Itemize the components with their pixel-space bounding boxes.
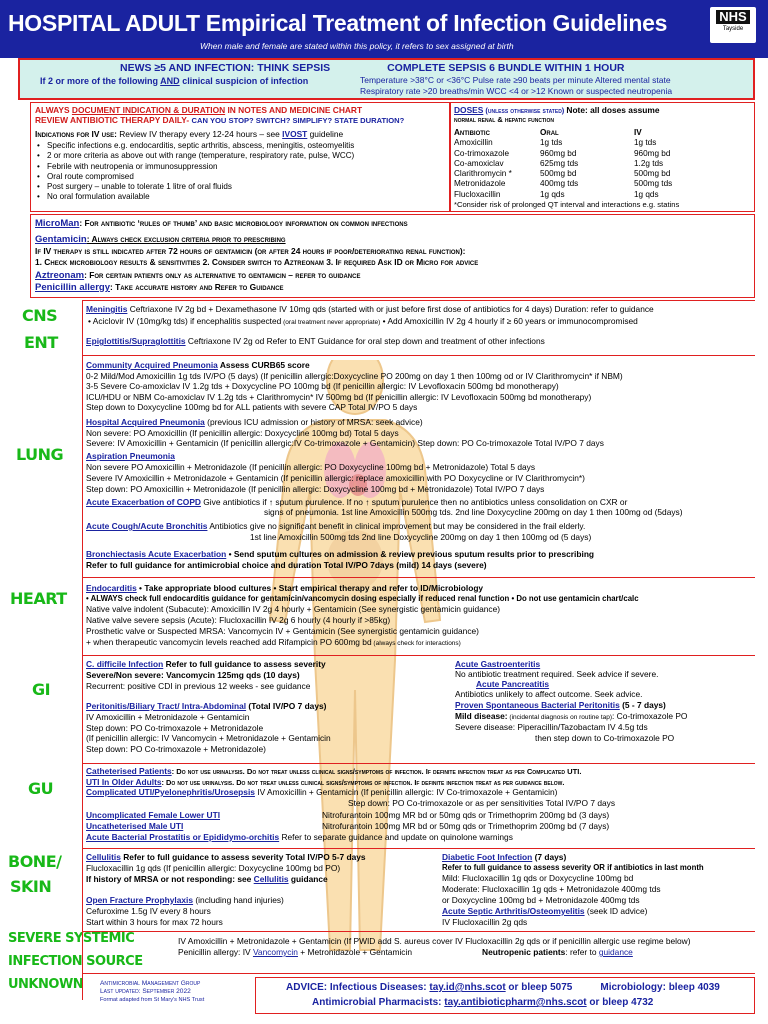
diabetic-foot-text: (7 days): [532, 852, 567, 862]
cellulitis-text: Refer to full guidance to assess severity Total IV/PO 5-7 days: [120, 852, 366, 862]
table-row: [454, 138, 678, 148]
iv-tail: guideline: [307, 129, 344, 139]
cellulitis-guidance: guidance: [288, 874, 328, 884]
gentamicin-link[interactable]: Gentamicin: [35, 234, 87, 245]
neutropenic-text: : refer to: [565, 947, 599, 957]
section-lung: LUNG: [16, 445, 64, 464]
sepsis-bundle: COMPLETE SEPSIS 6 BUNDLE WITHIN 1 HOUR: [387, 62, 625, 74]
bronch-line-2: Refer to full guidance for antimicrobial choice and duration Total IV/PO 7days (mild) 14 days (severe): [86, 560, 487, 570]
list-item: • Specific infections e.g. endocarditis, septic arthritis, abscess, meningitis, osteomyelitis: [33, 141, 354, 151]
sepsis-headline: [120, 62, 625, 74]
ivost-link[interactable]: IVOST: [282, 129, 308, 139]
meningitis-link[interactable]: Meningitis: [86, 304, 128, 314]
sbp-severe: Severe disease: Piperacillin/Tazobactam IV 4.5g tds: [455, 722, 648, 732]
penicillin-allergy-link[interactable]: Penicillin allergy: [35, 282, 110, 293]
table-row: [454, 190, 678, 200]
neutropenic-label: Neutropenic patients: [482, 947, 566, 957]
foot-l5: or Doxycycline 100mg bd + Metronidazole 400mg tds: [442, 895, 640, 905]
divider: [82, 763, 755, 764]
sepsis-news: NEWS ≥5 AND INFECTION: THINK SEPSIS: [120, 62, 331, 74]
doses-link[interactable]: DOSES: [454, 105, 484, 115]
col-oral: Oral: [540, 128, 559, 137]
micro-bleep: Microbiology: bleep 4039: [600, 982, 720, 993]
pancreatitis-link[interactable]: Acute Pancreatitis: [476, 679, 550, 689]
hap-line: [86, 418, 423, 428]
section-severe-2: INFECTION SOURCE: [8, 954, 143, 969]
cath-text: : Do not use urinalysis. Do not treat unless clinical signs/symptoms of infection. If definite infection treat as per Complicated UTI.: [171, 767, 582, 776]
cap-stepdown: Step down to Doxycycline 100mg bd for ALL patients with severe CAP Total IV/PO 5 days: [86, 402, 418, 412]
complicated-uti-link[interactable]: Complicated UTI/Pyelonephritis/Urosepsis: [86, 787, 255, 797]
iv-indication-line: [35, 130, 343, 140]
sbp-link[interactable]: Proven Spontaneous Bacterial Peritonitis: [455, 700, 620, 710]
advice-id-line: [286, 982, 720, 994]
endo-indolent: Native valve indolent (Subacute): Amoxicillin IV 2g 4 hourly + Gentamicin (See synergistic gentamicin guidance): [86, 604, 501, 614]
sepsis-criteria-intro: [40, 76, 308, 86]
sbp-mild-drug: : Co-trimoxazole PO: [612, 711, 688, 721]
doses-note-a: (unless otherwise stated): [483, 106, 567, 115]
ind-always: ALWAYS: [35, 105, 70, 115]
section-severe-1: SEVERE SYSTEMIC: [8, 931, 135, 946]
review-therapy-line: [35, 116, 404, 126]
cough-line-2: 1st line Amoxicillin 500mg tds 2nd line Doxycycline 200mg on day 1 then 100mg od (5 days): [250, 532, 592, 542]
pharm-email-link[interactable]: tay.antibioticpharm@nhs.scot: [444, 997, 587, 1008]
divider: [82, 973, 755, 974]
list-item: • Oral route compromised: [33, 172, 354, 182]
endo-text: • Take appropriate blood cultures • Start empirical therapy and refer to ID/Microbiology: [136, 583, 484, 593]
section-skin: SKIN: [10, 877, 52, 896]
list-item: • Febrile with neutropenia or immunosuppression: [33, 162, 354, 172]
doses-box: [450, 102, 755, 212]
header-banner: [0, 0, 768, 58]
asp-stepdown: Step down: PO Amoxicillin + Metronidazole (If penicillin allergic: Doxycycline 100mg bd + Metronidazole) Total IV/PO 7 days: [86, 484, 545, 494]
fracture-l3: Start within 3 hours for max 72 hours: [86, 917, 223, 927]
asp-nonsevere: Non severe PO Amoxicillin + Metronidazole (If penicillin allergic: PO Doxycycline 100mg bd + Metronidazole) Total 5 days: [86, 462, 536, 472]
divider: [82, 848, 755, 849]
footer-updated: Last updated: September 2022: [100, 988, 191, 995]
cell: Amoxicillin: [454, 138, 493, 148]
gentamicin-text: : Always check exclusion criteria prior to prescribing: [86, 234, 286, 244]
comp-uti-text: IV Amoxicillin + Gentamicin (If penicillin allergic: IV Co-trimoxazole + Gentamicin): [254, 787, 558, 797]
cough-text: Antibiotics give no significant benefit in clinical improvement but may be considered in the frail elderly.: [207, 521, 586, 531]
sepsis-criteria-1: Temperature >38°C or <36°C Pulse rate ≥90 beats per minute Altered mental state: [360, 75, 671, 85]
list-item: • 2 or more criteria as above out with range (temperature, respiratory rate, pulse, WCC): [33, 151, 354, 161]
diabetic-foot-link[interactable]: Diabetic Foot Infection: [442, 852, 533, 862]
endo-acute: Native valve severe sepsis (Acute): Flucloxacillin IV 2g 6 hourly (4 hourly if >85kg): [86, 615, 391, 625]
advice-box: [255, 977, 755, 1014]
aciclovir-text: • Aciclovir IV (10mg/kg tds) if encephalitis suspected: [88, 316, 282, 326]
table-row: [454, 179, 678, 189]
table-header-row: [454, 128, 678, 138]
cell: 1g qds: [634, 189, 659, 199]
cap-severe: 3-5 Severe Co-amoxiclav IV 1.2g tds + Doxycycline PO 100mg bd (If penicillin allergic: IV Levofloxacin 500mg bd monotherapy): [86, 381, 559, 391]
doses-renal-note: normal renal & hepatic function: [454, 115, 554, 124]
severe-pen: Penicillin allergy: IV: [178, 947, 253, 957]
rifampicin-note: (always check for interactions): [371, 640, 461, 647]
meningitis-text: Ceftriaxone IV 2g bd + Dexamethasone IV 10mg qds (started with or just before first dose of antibiotics for 4 days) Duration: refer to guidance: [127, 304, 654, 314]
prostatitis-link[interactable]: Acute Bacterial Prostatitis or Epididymo-orchitis: [86, 832, 280, 842]
endocarditis-link[interactable]: Endocarditis: [86, 583, 137, 593]
cell: 625mg tds: [540, 158, 579, 168]
indication-box: [30, 102, 450, 212]
perit-l5: Step down: PO Co-trimoxazole + Metronidazole): [86, 744, 266, 754]
older-adults-link[interactable]: UTI In Older Adults: [86, 777, 162, 787]
gastroenteritis-link[interactable]: Acute Gastroenteritis: [455, 659, 541, 669]
sbp-line: [455, 701, 666, 711]
prostatitis-text: Refer to separate guidance and update on quinolone warnings: [279, 832, 513, 842]
copd-link[interactable]: Acute Exacerbation of COPD: [86, 497, 201, 507]
section-severe-3: UNKNOWN: [8, 977, 84, 992]
asp-line: [86, 452, 175, 462]
cap-mild: 0-2 Mild/Mod Amoxicillin 1g tds IV/PO (5 days) (If penicillin allergic:Doxycycline PO 200mg on day 1 then 100mg od or IV Clarithromycin* if NBM): [86, 371, 623, 381]
perit-l3: Step down: PO Co-trimoxazole + Metronidazole: [86, 723, 264, 733]
doses-table: [454, 128, 678, 200]
id-email-link[interactable]: tay.id@nhs.scot: [429, 982, 506, 993]
male-uti-link[interactable]: Uncatheterised Male UTI: [86, 821, 184, 831]
sepsis-intro-a: If 2 or more of the following: [40, 76, 158, 86]
fracture-l2: Cefuroxime 1.5g IV every 8 hours: [86, 906, 211, 916]
female-uti-link[interactable]: Uncomplicated Female Lower UTI: [86, 810, 221, 820]
penicillin-line: [35, 283, 284, 294]
advice-pharm-line: [312, 997, 653, 1009]
cap-icu: ICU/HDU or NBM Co-amoxiclav IV 1.2g tds + Clarithromycin* IV 500mg bd (If penicillin allergic: IV Levofloxacin 500mg bd monotherapy): [86, 392, 592, 402]
cdiff-line: [86, 660, 326, 670]
neutropenic-guidance-link[interactable]: guidance: [598, 947, 633, 957]
bronchiectasis-link[interactable]: Bronchiectasis Acute Exacerbation: [86, 549, 227, 559]
foot-l2: Refer to full guidance to assess severity OR if antibiotics in last month: [442, 863, 704, 872]
diabetic-foot-line: [442, 853, 566, 863]
aspiration-link[interactable]: Aspiration Pneumonia: [86, 451, 175, 461]
cell: 500mg bd: [634, 169, 671, 179]
cap-line: [86, 361, 310, 371]
pharm-bleep: or bleep 4732: [586, 997, 654, 1008]
gastro-text: No antibiotic treatment required. Seek advice if severe.: [455, 669, 659, 679]
septic-arthritis-line: [442, 907, 647, 917]
iv-text: Review IV therapy every 12-24 hours – see: [116, 129, 283, 139]
cdiff-recurrent: Recurrent: positive CDI in previous 12 weeks - see guidance: [86, 681, 311, 691]
cell: 1g tds: [540, 138, 563, 148]
divider: [82, 577, 755, 578]
foot-l3: Mild: Flucloxacillin 1g qds or Doxycycline 100mg bd: [442, 873, 634, 883]
section-heart: HEART: [10, 589, 67, 608]
gentamicin-line: [35, 235, 286, 246]
male-uti-text: Nitrofurantoin 100mg MR bd or 50mg qds or Trimethoprim 200mg bd (7 days): [322, 821, 610, 831]
section-gu: GU: [28, 779, 54, 798]
cough-link[interactable]: Acute Cough/Acute Bronchitis: [86, 521, 208, 531]
endo-line: [86, 584, 483, 594]
microman-line: [35, 219, 408, 230]
footer-adapted: Format adapted from St Mary's NHS Trust: [100, 997, 205, 1003]
perit-l4: (If penicillin allergic: IV Vancomycin + Metronidazole + Gentamicin: [86, 733, 331, 743]
ind-chart: IN NOTES AND MEDICINE CHART: [227, 105, 363, 115]
table-row: [454, 149, 678, 159]
meningitis-line-2: [88, 317, 638, 327]
sbp-text: (5 - 7 days): [619, 700, 666, 710]
cellulitis-link[interactable]: Cellulitis: [86, 852, 121, 862]
uncomp-female: [86, 810, 610, 821]
col-antibiotic: Antibiotic: [454, 128, 490, 137]
advice-label: ADVICE:: [286, 982, 328, 993]
endo-rifampicin: [86, 638, 461, 648]
aztreonam-link[interactable]: Aztreonam: [35, 270, 85, 281]
fracture-text: (including hand injuries): [193, 895, 284, 905]
cell: 500mg bd: [540, 169, 577, 179]
cath-line: [86, 767, 581, 777]
comp-uti-line: [86, 788, 557, 798]
cellulitis-mrsa: If history of MRSA or not responding: see: [86, 874, 254, 884]
fracture-link[interactable]: Open Fracture Prophylaxis: [86, 895, 194, 905]
cellulitis-guidance-link[interactable]: Cellulitis: [253, 874, 289, 884]
divider: [82, 931, 755, 932]
sbp-stepdown: then step down to Co-trimoxazole PO: [535, 733, 675, 743]
severe-regimen: + Metronidazole + Gentamicin: [297, 947, 413, 957]
meningitis-line: [86, 305, 654, 315]
copd-text: Give antibiotics if ↑ sputum purulence. If no ↑ sputum purulence then no antibiotics unless consolidation on CXR or: [200, 497, 628, 507]
cell: Metronidazole: [454, 179, 506, 189]
rifampicin-text: + when therapeutic vancomycin levels reached add Rifampicin PO 600mg bd: [86, 637, 372, 647]
footer-credits: [100, 980, 204, 1004]
id-label: Infectious Diseases:: [329, 982, 427, 993]
hap-severe: Severe: IV Amoxicillin + Gentamicin (If penicillin allergic:IV Co-trimoxazole + Gentamicin) Step down: PO Co-trimoxazole Total IV/PO 7 days: [86, 438, 604, 448]
sbp-mild: [455, 712, 687, 722]
aztreonam-line: [35, 271, 360, 282]
ind-review: REVIEW ANTIBIOTIC THERAPY DAILY-: [35, 115, 190, 125]
cellulitis-l2: Flucloxacillin 1g qds (If penicillin allergic: Doxycycline 100mg bd PO): [86, 863, 341, 873]
aciclovir-note: (oral treatment never appropriate): [281, 319, 381, 326]
cell: 400mg tds: [540, 179, 579, 189]
rules-box: [30, 214, 755, 298]
prostatitis-line: [86, 833, 513, 843]
sbp-mild-note: (incidental diagnosis on routine tap): [507, 714, 613, 721]
aztreonam-text: : For certain patients only as alternative to gentamicin – refer to guidance: [84, 270, 361, 280]
cell: Flucloxacillin: [454, 189, 501, 199]
sept-l2: IV Flucloxacillin 2g qds: [442, 917, 528, 927]
footer-group: Antimicrobial Management Group: [100, 980, 201, 987]
cdiff-severity: Severe/Non severe: Vancomycin 125mg qds (10 days): [86, 670, 300, 680]
nhs-logo: [710, 7, 756, 43]
cell: Clarithromycin *: [454, 169, 512, 179]
endo-line-2: • ALWAYS check full endocarditis guidance for gentamicin/vancomycin dosing especially if reduced renal function • Do not use gentamicin chart/calc: [86, 594, 639, 603]
ind-doc: DOCUMENT INDICATION & DURATION: [71, 105, 226, 115]
vertical-divider: [82, 300, 83, 1000]
iv-head: Indications for IV use:: [35, 129, 117, 139]
cap-link[interactable]: Community Acquired Pneumonia: [86, 360, 218, 370]
table-row: [454, 159, 678, 169]
section-ent: ENT: [24, 333, 58, 352]
section-gi: GI: [32, 680, 51, 699]
col-iv: IV: [634, 128, 642, 137]
comp-uti-stepdown: Step down: PO Co-trimoxazole or as per sensitivities Total IV/PO 7 days: [348, 798, 616, 808]
uncath-male: [86, 821, 610, 832]
sepsis-intro-and: AND: [160, 76, 180, 86]
perit-l2: IV Amoxicillin + Metronidazole + Gentamicin: [86, 712, 250, 722]
divider: [82, 655, 755, 656]
septic-arthritis-text: (seek ID advice): [584, 906, 648, 916]
asp-severe: Severe IV Amoxicillin + Metronidazole + Gentamicin (If penicillin allergic: replace amoxicillin with PO Doxycycline or IV Clarithromycin*): [86, 473, 585, 483]
iv-indication-list: [33, 141, 354, 203]
cell: 500mg tds: [634, 179, 673, 189]
page-title: HOSPITAL ADULT Empirical Treatment of Infection Guidelines: [8, 10, 668, 36]
cellulitis-l3: [86, 875, 328, 885]
bronch-line: [86, 550, 594, 560]
gentamicin-72h: If IV therapy is still indicated after 72 hours of gentamicin (or after 24 hours if poor/deteriorating renal function):: [35, 246, 466, 256]
copd-line-2: signs of pneumonia. 1st line Amoxicillin 500mg tds. 2nd line Doxycycline 200mg on day 1 then 100mg od (5days): [264, 507, 683, 517]
list-item: • Post surgery – unable to tolerate 1 litre of oral fluids: [33, 182, 354, 192]
cell: 960mg bd: [540, 148, 577, 158]
peritonitis-line: [86, 702, 326, 712]
cdiff-text: Refer to full guidance to assess severity: [163, 659, 326, 669]
section-bone: BONE/: [8, 852, 62, 871]
cell: 1g tds: [634, 138, 657, 148]
hap-nonsevere: Non severe: PO Amoxicillin (If penicillin allergic: Doxycycline 100mg bd) Total 5 days: [86, 428, 399, 438]
cellulitis-line: [86, 853, 366, 863]
cell: Co-trimoxazole: [454, 148, 510, 158]
vancomycin-link[interactable]: Vancomycin: [252, 947, 298, 957]
gentamicin-steps: 1. Check microbiology results & sensitivities 2. Consider switch to Aztreonam 3. If required Ask ID or Micro for advice: [35, 257, 479, 267]
epiglottitis-line: [86, 337, 545, 347]
doses-note-b: Note: all doses assume: [566, 105, 660, 115]
amox-add-text: • Add Amoxicillin IV 2g 4 hourly if ≥ 60 years or immunocompromised: [380, 316, 638, 326]
hap-link[interactable]: Hospital Acquired Pneumonia: [86, 417, 205, 427]
septic-arthritis-link[interactable]: Acute Septic Arthritis/Osteomyelitis: [442, 906, 585, 916]
page-subtitle: When male and female are stated within this policy, it refers to sex assigned at birth: [200, 41, 514, 51]
microman-text: : For antibiotic ‘rules of thumb’ and basic microbiology information on common infections: [79, 218, 408, 228]
nhs-logo-sub: Tayside: [722, 26, 744, 32]
pharm-label: Antimicrobial Pharmacists:: [312, 997, 442, 1008]
table-row: [454, 169, 678, 179]
catheterised-link[interactable]: Catheterised Patients: [86, 766, 172, 776]
cell: Co-amoxiclav: [454, 158, 504, 168]
epiglottitis-link[interactable]: Epiglottitis/Supraglottitis: [86, 336, 186, 346]
divider: [82, 355, 755, 356]
cell: 1g qds: [540, 189, 565, 199]
sepsis-box: [18, 58, 755, 100]
id-bleep: or bleep 5075: [505, 982, 573, 993]
female-uti-text: Nitrofurantoin 100mg MR bd or 50mg qds or Trimethoprim 200mg bd (3 days): [322, 810, 610, 820]
cough-line: [86, 522, 585, 532]
epiglottitis-text: Ceftriaxone IV 2g od Refer to ENT Guidance for oral step down and treatment of other infections: [185, 336, 545, 346]
divider: [82, 300, 755, 301]
endo-prosthetic: Prosthetic valve or Suspected MRSA: Vancomycin IV + Gentamicin (See synergistic gentamicin guidance): [86, 626, 479, 636]
panc-text: Antibiotics unlikely to affect outcome. Seek advice.: [455, 689, 643, 699]
nhs-logo-text: NHS: [716, 10, 750, 24]
section-cns: CNS: [22, 306, 58, 325]
fracture-line: [86, 896, 284, 906]
ind-review-q: CAN YOU STOP? SWITCH? SIMPLIFY? STATE DURATION?: [191, 116, 405, 125]
sbp-mild-label: Mild disease:: [455, 711, 508, 721]
doses-footnote: *Consider risk of prolonged QT interval and interactions e.g. statins: [454, 200, 680, 209]
foot-l4: Moderate: Flucloxacillin 1g qds + Metronidazole 400mg tds: [442, 884, 661, 894]
microman-link[interactable]: MicroMan: [35, 218, 80, 229]
hap-text: (previous ICU admission or history of MRSA: seek advice): [204, 417, 423, 427]
cap-assess: Assess CURB65 score: [217, 360, 310, 370]
severe-l2: [178, 948, 633, 958]
list-item: • No oral formulation available: [33, 192, 354, 202]
sepsis-criteria-2: Respiratory rate >20 breaths/min WCC <4 or >12 Known or suspected neutropenia: [360, 86, 673, 96]
cdiff-link[interactable]: C. difficile Infection: [86, 659, 164, 669]
penicillin-text: : Take accurate history and Refer to Guidance: [109, 282, 284, 292]
peritonitis-link[interactable]: Peritonitis/Biliary Tract/ Intra-Abdominal: [86, 701, 247, 711]
cell: 960mg bd: [634, 148, 671, 158]
severe-l1: IV Amoxicillin + Metronidazole + Gentamicin (If PWID add S. aureus cover IV Flucloxacillin 2g qds or if penicillin allergic use regime below): [178, 936, 691, 946]
cell: 1.2g tds: [634, 158, 664, 168]
older-text: : Do not use urinalysis. Do not treat unless clinical signs/symptoms of infection. If definite infection treat as per guidance below.: [161, 778, 565, 787]
sepsis-intro-b: clinical suspicion of infection: [182, 76, 309, 86]
bronch-text: • Send sputum cultures on admission & review previous sputum results prior to prescribing: [226, 549, 595, 559]
peritonitis-text: (Total IV/PO 7 days): [246, 701, 327, 711]
